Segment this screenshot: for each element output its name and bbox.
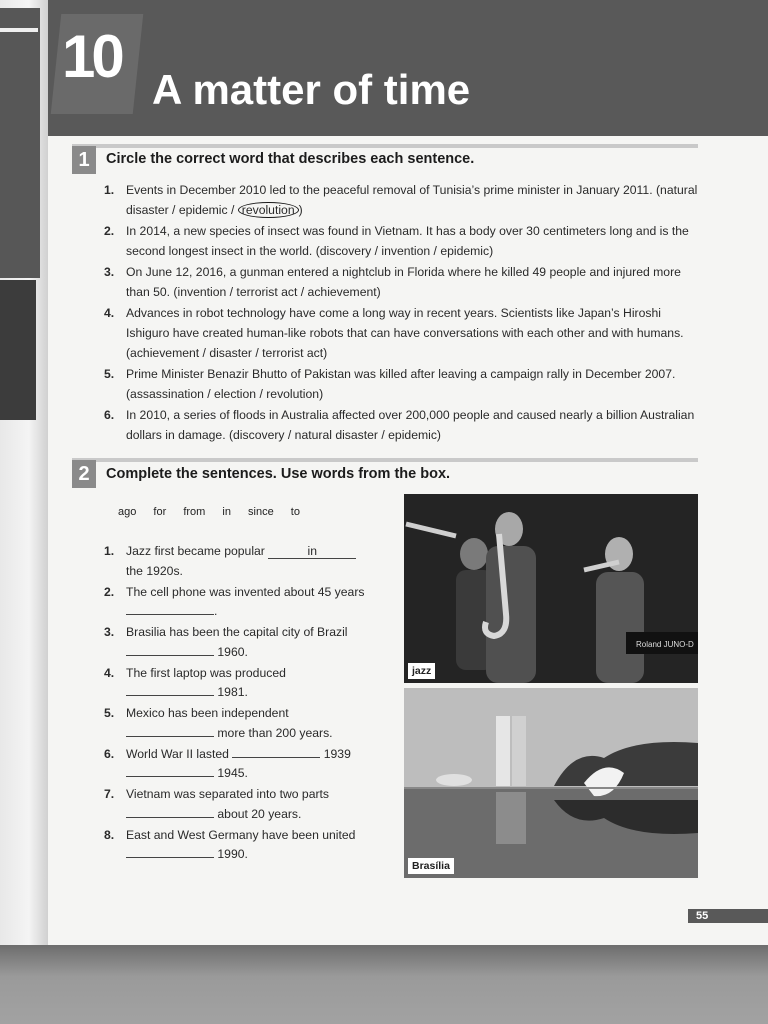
answer-blank[interactable] <box>126 805 214 818</box>
section-2-list <box>104 542 384 866</box>
circled-answer: revolution <box>238 202 299 218</box>
list-item: 4. Advances in robot technology have come a long way in recent years. Scientists like Japan’s Hiroshi Ishiguro have created human-like robots that can have conversations with each other and with humans. (achievement / disaster / terrorist act) <box>104 306 684 360</box>
list-item: 5. Mexico has been independent more than 200 years. <box>104 706 333 740</box>
list-item: 2. The cell phone was invented about 45 years . <box>104 584 365 618</box>
jazz-band-illustration <box>404 494 698 683</box>
list-item: 6. World War II lasted 1939 1945. <box>104 746 351 780</box>
page-title: A matter of time <box>152 66 471 113</box>
list-item: 3. On June 12, 2016, a gunman entered a nightclub in Florida where he killed 49 people and injured more than 50. (invention / terrorist act / achievement) <box>104 265 681 299</box>
answer-blank[interactable] <box>232 745 320 758</box>
list-item: 1. Jazz first became popular in the 1920s. <box>104 542 384 581</box>
answer-blank[interactable] <box>126 724 214 737</box>
list-item: 6. In 2010, a series of floods in Australia affected over 200,000 people and caused nearly a billion Australian dollars in damage. (discovery / natural disaster / epidemic) <box>104 408 695 442</box>
unit-header <box>48 0 768 136</box>
section-1-list <box>104 180 704 446</box>
page-number: 55 <box>688 909 768 923</box>
answer-blank[interactable]: in <box>268 544 356 559</box>
list-item: 3. Brasilia has been the capital city of Brazil 1960. <box>104 625 348 659</box>
left-page-edge <box>0 0 48 950</box>
scan-background <box>0 945 768 1024</box>
answer-blank[interactable] <box>126 602 214 615</box>
brasilia-photo-caption: Brasília <box>408 858 454 874</box>
unit-number: 10 <box>62 23 121 90</box>
answer-blank[interactable] <box>126 643 214 656</box>
section-2-instruction: Complete the sentences. Use words from the box. <box>106 466 451 482</box>
workbook-page <box>48 0 768 945</box>
jazz-photo <box>404 494 698 683</box>
word-box: ago for from in since to <box>118 506 300 518</box>
jazz-photo-caption: jazz <box>408 663 435 679</box>
answer-blank[interactable] <box>126 683 214 696</box>
section-1-number: 1 <box>72 146 96 174</box>
section-2-number: 2 <box>72 460 96 488</box>
keyboard-brand-text: Roland JUNO-D <box>636 640 694 649</box>
list-item: 5. Prime Minister Benazir Bhutto of Pakistan was killed after leaving a campaign rally in December 2007. (assassination / election / revolution) <box>104 367 676 401</box>
list-item: 1. Events in December 2010 led to the peaceful removal of Tunisia’s prime minister in January 2011. (natural disaster / epidemic / revolution ) <box>104 183 698 217</box>
brasilia-photo <box>404 688 698 878</box>
list-item: 2. In 2014, a new species of insect was found in Vietnam. It has a body over 30 centimeters long and is the second longest insect in the world. (discovery / invention / epidemic) <box>104 224 689 258</box>
list-item: 7. Vietnam was separated into two parts about 20 years. <box>104 787 330 821</box>
section-1-instruction: Circle the correct word that describes each sentence. <box>106 151 475 167</box>
brasilia-illustration <box>404 688 698 878</box>
answer-blank[interactable] <box>126 764 214 777</box>
list-item: 8. East and West Germany have been united 1990. <box>104 827 356 861</box>
list-item: 4. The first laptop was produced 1981. <box>104 665 286 699</box>
answer-blank[interactable] <box>126 845 214 858</box>
